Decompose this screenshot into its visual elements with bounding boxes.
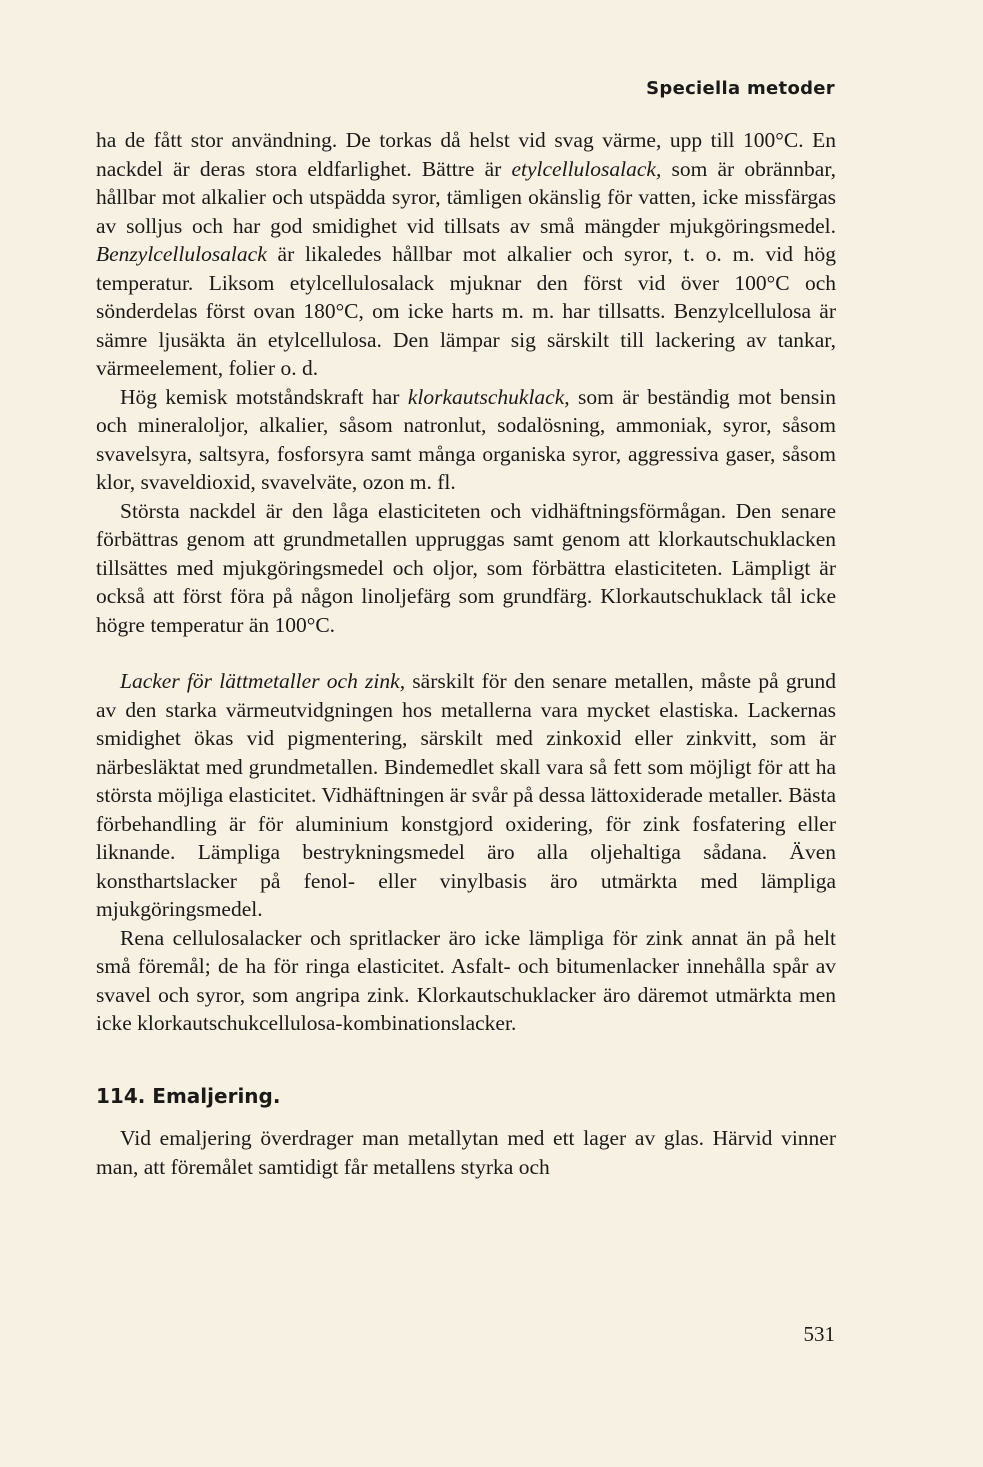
text-run: som är beständig mot bensin och mineraloljor, alkalier, såsom natronlut, sodalösning, ammoniak, syror, såsom svavelsyra, saltsyra, fosforsyra samt många organiska syror, aggressiva gaser, såsom klor, svaveldioxid, svavelväte, ozon m. fl. <box>96 384 836 494</box>
italic-term: Benzylcellulosalack <box>96 242 267 266</box>
paragraph-list <box>96 126 836 1038</box>
italic-term: etylcellulosalack, <box>511 156 662 181</box>
paragraph <box>96 383 836 497</box>
page-number: 531 <box>803 1322 835 1346</box>
italic-term: Lacker för lättmetaller och zink, <box>120 669 406 693</box>
section-paragraph: Vid emaljering överdrager man metallytan med ett lager av glas. Härvid vinner man, att föremålet samtidigt får metallens styrka och <box>96 1126 836 1179</box>
paragraph-gap <box>96 639 836 667</box>
text-run: som är obrännbar, hållbar mot alkalier och utspädda syror, tämligen okänslig för vatten, icke missfärgas av solljus och har god smidighet vid tillsats av små mängder mjukgöringsmedel. <box>96 156 836 238</box>
text-run: ha de fått stor användning. De torkas då helst vid svag värme, upp till 100°C. En nackdel är deras stora eldfarlighet. Bättre är <box>96 128 836 181</box>
body-text <box>96 126 836 1181</box>
text-run: Rena cellulosalacker och spritlacker äro icke lämpliga för zink annat än på helt små föremål; de ha för ringa elasticitet. Asfalt- och bitumenlacker innehålla spår av svavel och syror, som angripa zink. Klorkautschuklacker äro däremot utmärkta men icke klorkautschukcellulosa-kombinationslacker. <box>96 925 836 1035</box>
paragraph <box>96 497 836 640</box>
paragraph <box>96 126 836 383</box>
text-run: särskilt för den senare metallen, måste på grund av den starka värmeutvidgningen hos metallerna vara mycket elastiska. Lackernas smidighet ökas vid pigmentering, särskilt med zinkoxid eller zinkvitt, som är närbesläktat med grundmetallen. Bindemedlet skall vara så fett som möjligt för att ha största möjliga elasticitet. Vidhäftningen är svår på dessa lättoxiderade metaller. Bästa förbehandling är för aluminium konstgjord oxidering, för zink fosfatering eller liknande. Lämpliga bestrykningsmedel äro alla oljehaltiga sådana. Även konsthartslacker på fenol- eller vinylbasis äro utmärkta med lämpliga mjukgöringsmedel. <box>96 669 837 921</box>
paragraph <box>96 924 836 1038</box>
text-run: Hög kemisk motståndskraft har <box>120 384 408 409</box>
text-run: är likaledes hållbar mot alkalier och syror, t. o. m. vid hög temperatur. Liksom etylcellulosalack mjuknar den först vid över 100°C och sönderdelas först ovan 180°C, om icke harts m. m. har tillsatts. Benzylcellulosa är sämre ljusäkta än etylcellulosa. Den lämpar sig särskilt till lackering av tankar, värmeelement, folier o. d. <box>96 242 836 380</box>
text-run: Största nackdel är den låga elasticiteten och vidhäftningsförmågan. Den senare förbättras genom att grundmetallen uppruggas samt genom att klorkautschuklacken tillsättes med mjukgöringsmedel och oljor, som förbättra elasticiteten. Lämpligt är också att först föra på någon linoljefärg som grundfärg. Klorkautschuklack tål icke högre temperatur än 100°C. <box>96 498 836 637</box>
running-header: Speciella metoder <box>646 78 835 99</box>
section-heading: 114. Emaljering. <box>96 1083 281 1108</box>
italic-term: klorkautschuklack, <box>407 384 570 409</box>
paragraph <box>96 667 836 924</box>
